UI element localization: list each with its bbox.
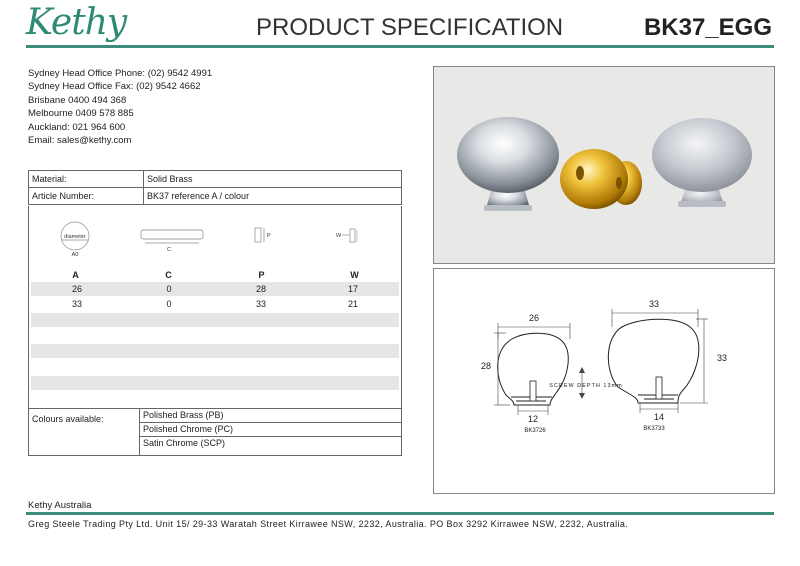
article-value: BK37 reference A / colour: [147, 191, 250, 201]
contact-line: Auckland: 021 964 600: [28, 121, 126, 133]
footer-rule: [26, 512, 774, 515]
colours-table: [28, 408, 402, 456]
empty-row: [31, 328, 399, 342]
diameter-icon: [61, 222, 89, 258]
dimension-drawing: [434, 269, 774, 493]
product-photo: [433, 66, 775, 264]
cell-c: 0: [166, 284, 172, 294]
table-row: [31, 282, 399, 296]
right-width-label: 33: [648, 299, 660, 309]
brass-knob-image: [560, 149, 642, 209]
bk3733-outline: [608, 319, 699, 403]
header-c: C: [165, 270, 172, 280]
screw-depth-label: SCREW DEPTH 13mm: [549, 383, 623, 389]
header-rule: [26, 45, 774, 48]
colours-list: [140, 409, 401, 455]
footer-company: Kethy Australia: [28, 500, 92, 511]
dimension-icons: [29, 220, 401, 260]
empty-row: [31, 392, 399, 406]
material-value: Solid Brass: [147, 174, 193, 184]
header-p: P: [258, 270, 265, 280]
article-label: Article Number:: [29, 188, 144, 204]
c-icon: [141, 230, 203, 253]
page-title: PRODUCT SPECIFICATION: [256, 14, 564, 41]
knob-photo-illustration: [434, 67, 774, 263]
colours-label: Colours available:: [29, 409, 140, 455]
screw-hole-right: [656, 377, 662, 399]
right-code-label: BK3733: [643, 426, 665, 432]
cell-p: 33: [255, 299, 266, 309]
screw-hole-left: [530, 381, 536, 401]
right-base-label: 14: [653, 412, 665, 422]
p-icon: [255, 228, 271, 242]
diameter-text: diameter: [64, 234, 86, 240]
empty-row: [31, 360, 399, 374]
kethy-logo: Kethy: [26, 2, 127, 43]
w-icon: [336, 229, 357, 242]
material-label: Material:: [29, 171, 144, 187]
w-icon-label: W: [336, 233, 342, 239]
cell-p: 28: [255, 284, 266, 294]
empty-row: [31, 313, 399, 327]
contact-line: Brisbane 0400 494 368: [28, 94, 127, 106]
cell-c: 0: [166, 299, 172, 309]
contact-line: Melbourne 0409 578 885: [28, 108, 134, 120]
a0-label: A0: [71, 252, 79, 258]
table-row: [31, 297, 399, 311]
cell-w: 21: [347, 299, 358, 309]
left-base-label: 12: [527, 414, 539, 424]
footer-address: Greg Steele Trading Pty Ltd. Unit 15/ 29-33 Waratah Street Kirrawee NSW, 2232, Australia. PO Box 3292 Kirrawee NSW, 2232, Australia.: [28, 519, 629, 529]
contact-block: [28, 67, 212, 147]
product-code: BK37_EGG: [643, 14, 772, 41]
empty-row: [31, 344, 399, 358]
header-a: A: [72, 270, 79, 280]
dimensions-header: [29, 270, 401, 280]
contact-line: Sydney Head Office Phone: (02) 9542 4991: [28, 68, 213, 79]
empty-row: [31, 376, 399, 390]
cell-a: 33: [71, 299, 82, 309]
material-row: [29, 171, 401, 188]
left-height-label: 28: [480, 361, 492, 371]
colour-item: Polished Chrome (PC): [140, 423, 401, 437]
c-icon-label: C: [167, 247, 171, 253]
left-code-label: BK3726: [524, 428, 546, 434]
spec-table: [28, 170, 402, 205]
satin-knob-image: [652, 118, 752, 207]
article-row: [29, 188, 401, 205]
contact-email[interactable]: Email: sales@kethy.com: [28, 135, 132, 147]
p-icon-label: P: [267, 233, 271, 239]
chrome-knob-image: [457, 117, 559, 211]
technical-drawing: [433, 268, 775, 494]
colour-item: Polished Brass (PB): [140, 409, 401, 423]
cell-w: 17: [347, 284, 358, 294]
right-height-label: 33: [716, 353, 728, 363]
colour-item: Satin Chrome (SCP): [143, 438, 226, 448]
header-w: W: [350, 270, 359, 280]
left-width-label: 26: [528, 313, 540, 323]
contact-line: Sydney Head Office Fax: (02) 9542 4662: [28, 81, 201, 93]
cell-a: 26: [71, 284, 82, 294]
